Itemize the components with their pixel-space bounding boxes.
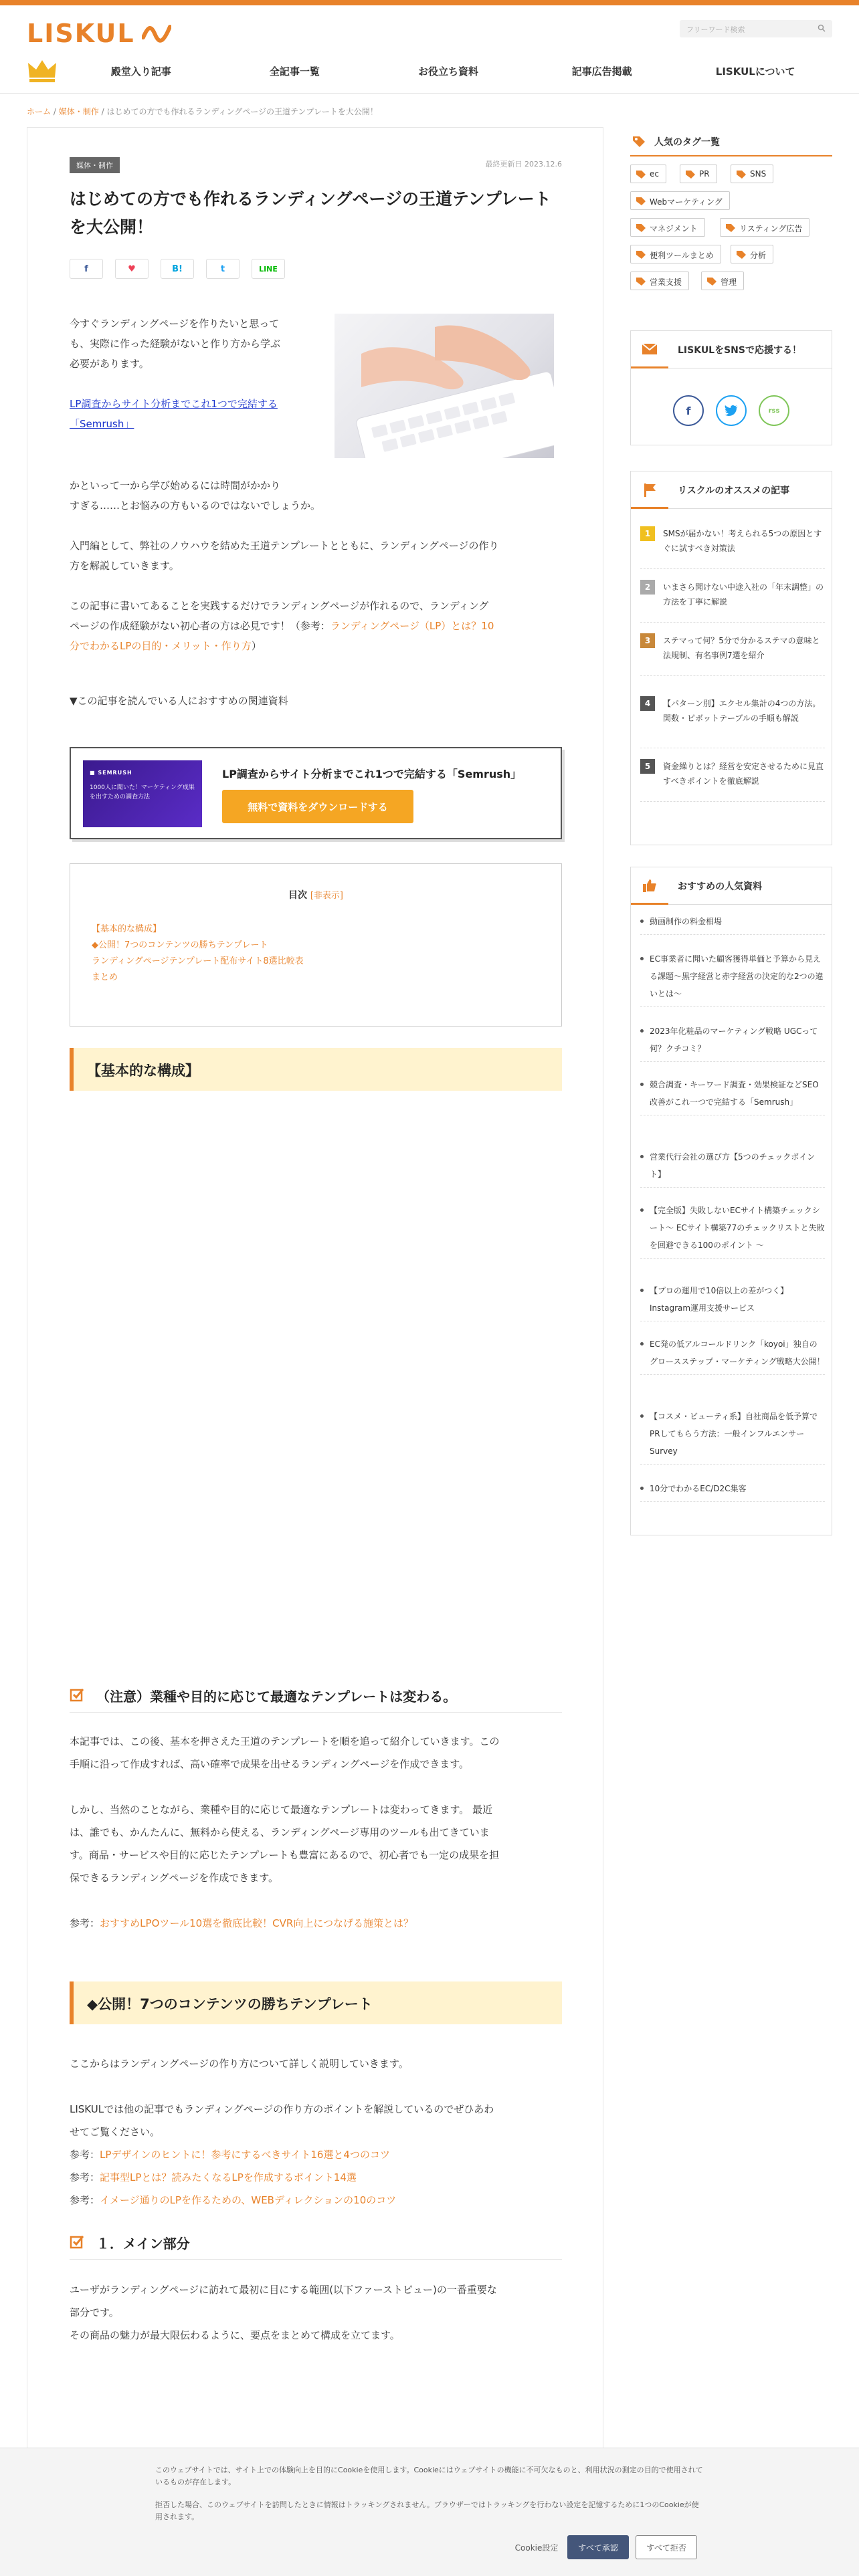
search-icon[interactable]	[818, 24, 826, 32]
reference	[70, 2167, 357, 2187]
paragraph	[70, 636, 262, 656]
global-nav	[27, 55, 832, 87]
paragraph: 方を解説していきます。	[70, 560, 179, 572]
search-input[interactable]	[680, 20, 832, 37]
banner-thumbnail-text: 1000人に聞いた！マーケティング成果を出すための調査方法	[90, 784, 195, 800]
tag-chip[interactable]	[630, 165, 666, 183]
reference	[70, 2190, 396, 2210]
tag-chip[interactable]	[630, 245, 721, 263]
paragraph: 手順に沿って作成すれば、高い確率で成果を出せるランディングページを作成できます。	[70, 1758, 470, 1770]
paragraph: 保できるランディングページを作成できます。	[70, 1872, 279, 1884]
reference-label: 参考：	[70, 2171, 100, 2183]
related-resources-label: ▼この記事を読んでいる人におすすめの関連資料	[70, 695, 288, 707]
reference	[70, 2145, 390, 2165]
article-lp-link[interactable]: 記事型LPとは？読みたくなるLPを作成するポイント14選	[100, 2171, 357, 2183]
share-buttons	[70, 259, 285, 279]
toc-item[interactable]: ◆公開！7つのコンテンツの勝ちテンプレート	[92, 940, 268, 950]
ranking-item-text: いまさら聞けない中途入社の「年末調整」の方法を丁寧に解説	[663, 582, 824, 607]
banner-title: LP調査からサイト分析までこれ1つで完結する「Semrush」	[222, 768, 522, 780]
tag-label: 便利ツールまとめ	[650, 251, 714, 260]
share-pocket-button[interactable]: ♥	[115, 259, 149, 279]
sns-widget	[630, 330, 832, 445]
article-container	[27, 127, 603, 2576]
ranking-item[interactable]	[640, 633, 825, 676]
tag-icon	[707, 278, 717, 286]
envelope-icon	[631, 331, 668, 368]
toc-title	[70, 888, 561, 901]
search-placeholder: フリーワード検索	[686, 25, 745, 34]
download-item[interactable]: 10分でわかるEC/D2C集客	[640, 1480, 825, 1502]
tag-icon	[636, 197, 646, 205]
download-item[interactable]: 【完全版】失敗しないECサイト構築チェックシート〜 ECサイト構築77のチェックリストと失敗を回避できる100のポイント 〜	[640, 1202, 825, 1259]
paragraph-text: ）	[251, 640, 262, 652]
cookie-banner	[0, 2448, 859, 2576]
download-item[interactable]: 2023年化粧品のマーケティング戦略 UGCって何？クチコミ？	[640, 1023, 825, 1062]
section-heading: 【基本的な構成】	[70, 1048, 562, 1091]
breadcrumb-home[interactable]: ホーム	[27, 107, 52, 116]
share-facebook-button[interactable]: f	[70, 259, 103, 279]
tag-icon	[636, 251, 646, 259]
category-badge[interactable]: 媒体・制作	[70, 157, 120, 173]
tag-chip[interactable]	[680, 165, 717, 183]
downloads-widget	[630, 867, 832, 1535]
subsection-heading	[70, 2230, 562, 2260]
paragraph: ユーザがランディングページに訪れて最初に目にする範囲(以下ファーストビュー)の一番重要な	[70, 2284, 497, 2296]
tag-label: 分析	[750, 251, 767, 260]
tag-label: Webマーケティング	[650, 197, 723, 207]
paragraph	[70, 616, 494, 636]
semrush-link[interactable]: LP調査からサイト分析までこれ1つで完結する	[70, 398, 278, 410]
tag-icon	[636, 224, 646, 232]
lp-guide-link[interactable]: ランディングページ（LP）とは？10	[330, 620, 494, 632]
semrush-banner[interactable]	[70, 747, 562, 839]
paragraph: しかし、当然のことながら、業種や目的に応じて最適なテンプレートは変わってきます。 最近	[70, 1804, 493, 1816]
paragraph: は、誰でも、かんたんに、無料から使える、ランディングページ専用のツールも出てきていま	[70, 1826, 490, 1838]
subsection-heading-text: １．メイン部分	[96, 2236, 190, 2252]
banner-thumbnail	[83, 760, 202, 827]
site-header	[0, 5, 859, 94]
ranking-widget-title: リスクルのオススメの記事	[678, 486, 790, 496]
nav-resources[interactable]: お役立ち資料	[417, 65, 478, 78]
tag-icon	[686, 171, 695, 179]
site-logo[interactable]: LISKUL	[27, 19, 135, 48]
download-item[interactable]: 【プロの運用で10倍以上の差がつく】Instagram運用支援サービス	[640, 1282, 825, 1321]
paragraph: す。商品・サービスや目的に応じたテンプレートも豊富にあるので、初心者でも一定の成果を担	[70, 1849, 500, 1861]
reference-label: 参考：	[70, 2194, 100, 2206]
ranking-widget-header	[631, 471, 832, 509]
intro-line: 必要があります。	[70, 358, 149, 370]
checkbox-icon	[70, 1687, 84, 1702]
section-heading: ◆公開！7つのコンテンツの勝ちテンプレート	[70, 1981, 562, 2024]
tag-icon	[737, 251, 746, 259]
share-hatena-button[interactable]: B!	[161, 259, 194, 279]
tag-chip[interactable]	[630, 218, 705, 237]
download-item[interactable]: 営業代行会社の選び方【5つのチェックポイント】	[640, 1148, 825, 1188]
toc-item[interactable]: ランディングページテンプレート配布サイト8選比較表	[92, 956, 304, 966]
paragraph: 入門編として、弊社のノウハウを結めた王道テンプレートとともに、ランディングページの作り	[70, 540, 499, 552]
tag-label: SNS	[750, 169, 767, 179]
tag-label: 管理	[721, 278, 737, 287]
paragraph: この記事に書いてあることを実践するだけでランディングページが作れるので、ランディング	[70, 600, 489, 612]
sns-widget-title: LISKULをSNSで応援する！	[678, 345, 801, 356]
sns-widget-header	[631, 331, 832, 368]
download-item[interactable]: 【コスメ・ビューティ系】自社商品を低予算でPRしてもらう方法：一般インフルエンサーSurvey	[640, 1408, 825, 1465]
cookie-text: 拒否した場合、このウェブサイトを訪問したときに情報はトラッキングされません。ブラウザーではトラッキングを行わない設定を記憶するために1つのCookieが使用されます。	[155, 2500, 699, 2521]
ranking-item-text: ステマって何？5分で分かるステマの意味と法規制、有名事例7選を紹介	[663, 636, 820, 660]
keyboard-hands-illustration	[335, 314, 554, 458]
ranking-item-text: 資金繰りとは？経営を安定させるために見直すべきポイントを徹底解説	[663, 762, 824, 786]
paragraph: ここからはランディングページの作り方について詳しく説明していきます。	[70, 2058, 409, 2070]
tag-label: リスティング広告	[739, 224, 803, 233]
toc-item[interactable]: まとめ	[92, 972, 118, 982]
reference-label: 参考：	[70, 2149, 100, 2161]
web-direction-link[interactable]: イメージ通りのLPを作るための、WEBディレクションの10のコツ	[100, 2194, 397, 2206]
sns-icons	[631, 395, 832, 426]
tag-chip[interactable]	[630, 272, 689, 290]
tag-label: PR	[699, 169, 710, 179]
nav-advertise[interactable]: 記事広告掲載	[571, 65, 632, 78]
tag-icon	[726, 224, 735, 232]
breadcrumb-current: はじめての方でも作れるランディングページの王道テンプレートを大公開！	[106, 107, 378, 116]
rank-number: 5	[640, 759, 655, 774]
nav-about[interactable]: LISKULについて	[715, 65, 795, 78]
download-item[interactable]: 動画制作の料金相場	[640, 913, 825, 935]
crown-icon	[27, 58, 58, 84]
tag-icon	[636, 278, 646, 286]
reference	[70, 1913, 413, 1933]
ranking-item-text: SMSが届かない！考えられる5つの原因とすぐに試すべき対策法	[663, 529, 822, 553]
tag-chip[interactable]	[731, 165, 773, 183]
paragraph: かといって一から学び始めるには時間がかかり	[70, 479, 281, 492]
download-item[interactable]: EC発の低アルコールドリンク「koyoi」独自のグロースステップ・マーケティング戦略大公開！	[640, 1335, 825, 1375]
breadcrumb-category[interactable]: 媒体・制作	[58, 107, 99, 116]
rank-number: 4	[640, 696, 655, 711]
lpo-tools-link[interactable]: おすすめLPOツール10選を徹底比較！CVR向上につなげる施策とは？	[100, 1917, 414, 1929]
intro-line: も、実際に作った経験がないと作り方から学ぶ	[70, 338, 281, 350]
table-of-contents	[70, 863, 562, 1027]
ranking-item[interactable]	[640, 580, 825, 623]
rank-number: 3	[640, 633, 655, 648]
intro-line: 今すぐランディングページを作りたいと思って	[70, 318, 280, 330]
tag-icon	[737, 171, 746, 179]
nav-hall-of-fame[interactable]: 殿堂入り記事	[110, 65, 171, 78]
nav-all-articles[interactable]: 全記事一覧	[269, 65, 320, 78]
checkbox-icon	[70, 2234, 84, 2249]
banner-brand: ■ SEMRUSH	[90, 770, 132, 776]
tag-chip[interactable]	[701, 272, 744, 290]
tag-label: 営業支援	[650, 278, 682, 287]
tag-icon	[632, 134, 646, 148]
ranking-item[interactable]	[640, 759, 825, 802]
page-title: はじめての方でも作れるランディングページの王道テンプレートを大公開！	[70, 189, 551, 237]
ranking-item[interactable]	[640, 526, 825, 569]
lp-guide-link[interactable]: 分でわかるLPの目的・メリット・作り方	[70, 640, 252, 652]
thumbs-up-icon	[631, 867, 668, 905]
breadcrumb-sep: /	[101, 107, 104, 116]
hero-image	[335, 314, 554, 458]
share-twitter-button[interactable]: t	[206, 259, 240, 279]
paragraph: 本記事では、この後、基本を押さえた王道のテンプレートを順を追って紹介していきます。この	[70, 1735, 500, 1747]
downloads-widget-title: おすすめの人気資料	[678, 881, 763, 892]
paragraph: LISKULでは他の記事でもランディングページの作り方のポイントを解説しているのでぜひあわ	[70, 2103, 494, 2115]
subsection-heading-text: （注意）業種や目的に応じて最適なテンプレートは変わる。	[96, 1689, 457, 1705]
twitter-bird-icon	[725, 405, 738, 416]
paragraph: その商品の魅力が最大限伝わるように、要点をまとめて構成を立てます。	[70, 2329, 400, 2341]
semrush-link[interactable]: 「Semrush」	[70, 418, 134, 430]
subsection-heading	[70, 1683, 562, 1713]
lp-design-link[interactable]: LPデザインのヒントに！参考にするべきサイト16選と4つのコツ	[100, 2149, 390, 2161]
download-button[interactable]: 無料で資料をダウンロードする	[222, 790, 413, 823]
tag-chip[interactable]	[731, 245, 773, 263]
ranking-item[interactable]	[640, 696, 825, 748]
tag-chip[interactable]	[630, 191, 730, 210]
download-item[interactable]: 競合調査・キーワード調査・効果検証などSEO改善がこれ一つで完結する「Semrush」	[640, 1076, 825, 1115]
flag-icon	[631, 471, 668, 509]
toc-toggle[interactable]: [非表示]	[310, 891, 344, 901]
ranking-item-text: 【パターン別】エクセル集計の4つの方法。関数・ピボットテーブルの手順も解説	[663, 699, 821, 723]
tags-heading	[630, 127, 832, 156]
logo-wave-icon	[142, 19, 171, 45]
twitter-icon[interactable]	[716, 395, 747, 426]
breadcrumb-sep: /	[53, 107, 56, 116]
toc-item[interactable]: 【基本的な構成】	[92, 924, 162, 934]
paragraph-text: ページの作成経験がない初心者の方は必見です！（参考：	[70, 620, 330, 632]
tags-heading-text: 人気のタグ一覧	[654, 137, 720, 148]
toc-heading: 目次	[288, 890, 307, 901]
tag-chip[interactable]	[720, 218, 809, 237]
cookie-settings-button[interactable]: Cookie設定	[514, 2543, 559, 2553]
updated-date: 最終更新日 2023.12.6	[485, 160, 562, 169]
rank-number: 1	[640, 526, 655, 541]
rss-icon[interactable]: rss	[759, 395, 789, 426]
paragraph: 部分です。	[70, 2306, 119, 2319]
top-accent-bar	[0, 0, 859, 5]
share-line-button[interactable]: LINE	[252, 259, 285, 279]
paragraph: せてご覧ください。	[70, 2126, 161, 2138]
paragraph: すぎる……とお悩みの方もいるのではないでしょうか。	[70, 500, 321, 512]
tag-icon	[636, 171, 646, 179]
cookie-text: このウェブサイトでは、サイト上での体験向上を目的にCookieを使用します。Cookieにはウェブサイトの機能に不可欠なものと、利用状況の測定の目的で使用されているものが存在します。	[155, 2466, 703, 2486]
tag-label: マネジメント	[650, 224, 698, 233]
facebook-icon[interactable]: f	[673, 395, 704, 426]
downloads-widget-header	[631, 867, 832, 905]
tag-label: ec	[650, 169, 659, 179]
breadcrumb	[27, 106, 378, 117]
accept-all-button[interactable]: すべて承認	[567, 2535, 629, 2559]
download-item[interactable]: EC事業者に聞いた顧客獲得単価と予算から見える課題〜黒字経営と赤字経営の決定的な2つの違いとは〜	[640, 950, 825, 1007]
reject-all-button[interactable]: すべて拒否	[636, 2535, 697, 2559]
rank-number: 2	[640, 580, 655, 595]
reference-label: 参考：	[70, 1917, 100, 1929]
ranking-widget	[630, 471, 832, 845]
